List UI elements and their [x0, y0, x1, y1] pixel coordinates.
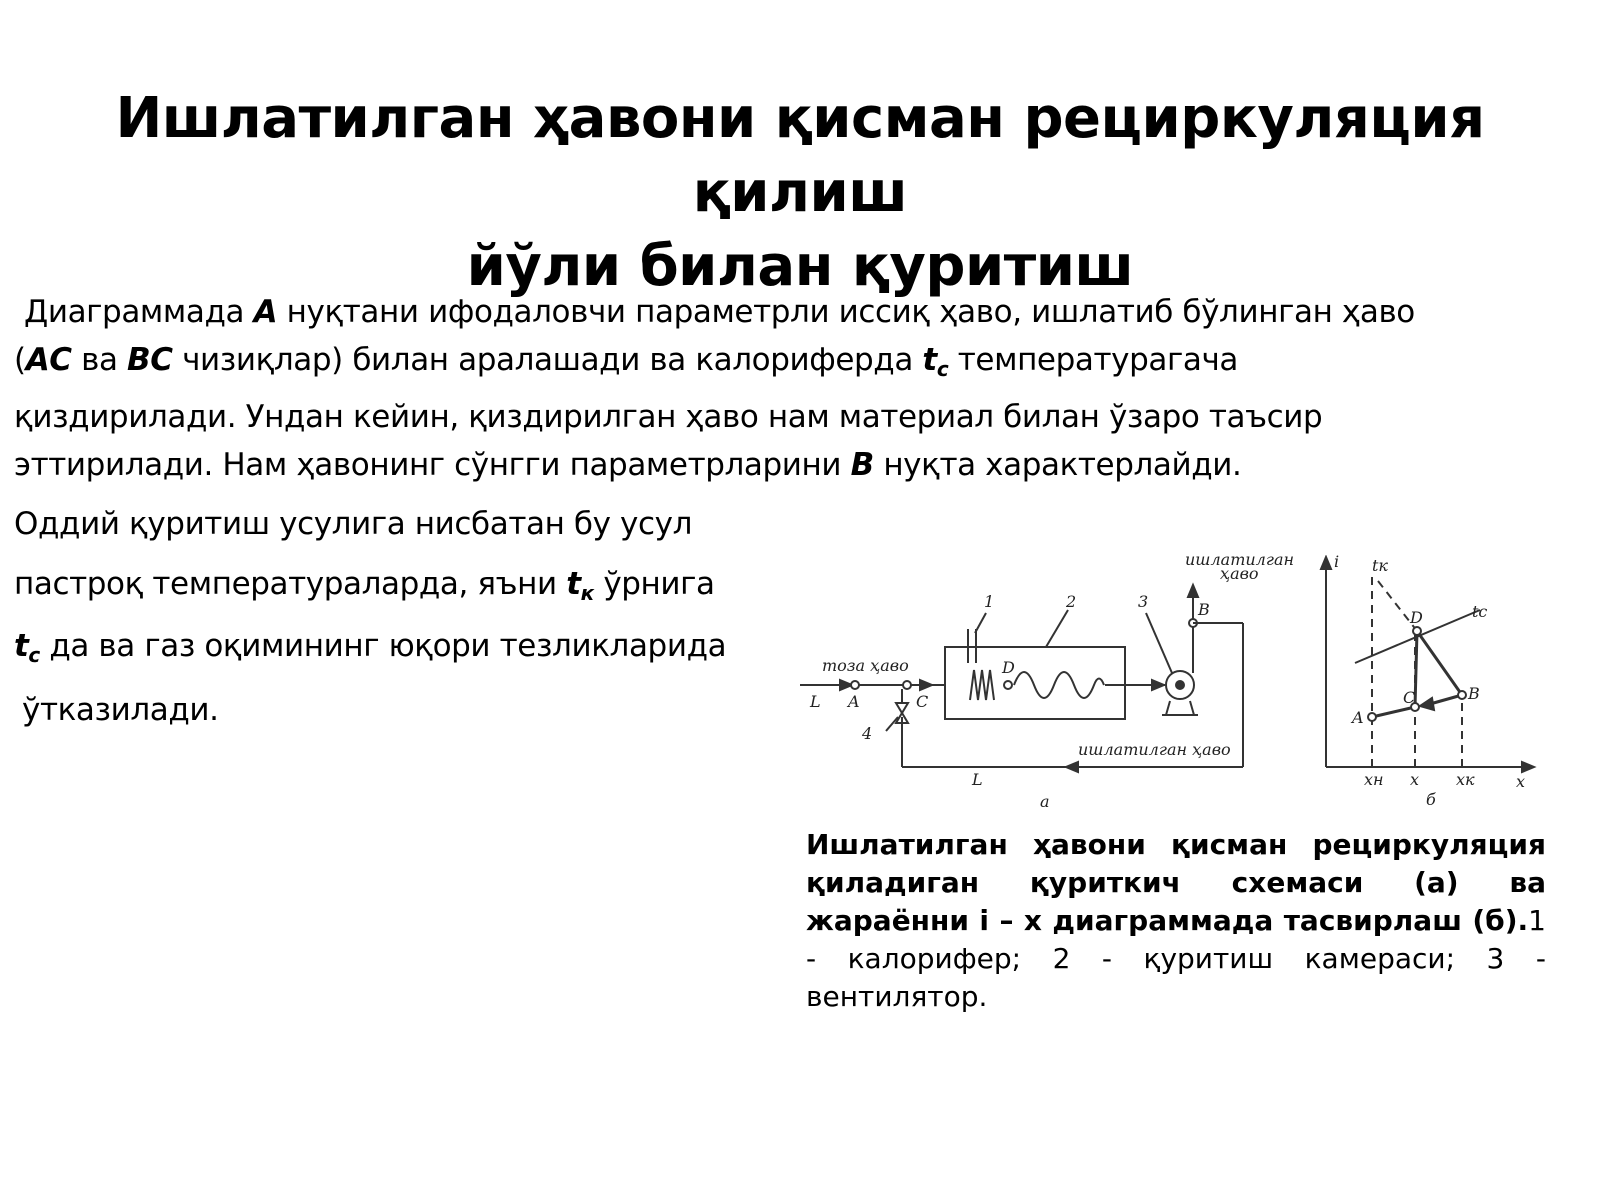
x-axis-arrow — [1522, 762, 1534, 772]
temperature-symbol: t — [14, 628, 29, 664]
tick-xk: xк — [1456, 770, 1475, 789]
line-bc-label: ВС — [127, 342, 173, 378]
caption-title: Ишлатилган ҳавони қисман рециркуляция қиладиган қуриткич схемаси (а) ва жараённи i – x диаграммада тасвирлаш (б). — [806, 828, 1546, 937]
temperature-symbol: t — [566, 566, 581, 602]
line-ac-label: АС — [25, 342, 72, 378]
leader-line-2 — [1046, 610, 1068, 647]
title-line-2: йўли билан қуритиш — [466, 234, 1134, 299]
i-axis-label: i — [1334, 555, 1340, 571]
diagram-d-text: D — [1410, 608, 1423, 627]
mix-arrow — [1420, 698, 1434, 710]
text-run: да ва газ оқимининг юқори тезликларида — [39, 628, 727, 664]
text-run: Диаграммада — [24, 294, 254, 330]
number-4: 4 — [862, 724, 873, 743]
diagram-point-a — [1368, 713, 1376, 721]
number-3: 3 — [1138, 592, 1149, 611]
paragraph2-line-3 — [14, 622, 794, 686]
flow-arrow — [920, 680, 932, 690]
calorifer-coil — [970, 670, 994, 700]
tick-x: x — [1410, 770, 1420, 789]
temperature-subscript: c — [936, 357, 949, 381]
text-run: пастроқ температураларда, яъни — [14, 566, 567, 602]
text-run: температурагача — [948, 342, 1238, 378]
text-run: нуқта характерлайди. — [873, 447, 1242, 483]
paragraph2-line-1: Оддий қуритиш усулига нисбатан бу усул — [14, 506, 692, 542]
exhaust-arrow — [1188, 585, 1198, 597]
fan-hub — [1176, 681, 1184, 689]
leader-line-1 — [975, 613, 986, 633]
temperature-symbol: t — [922, 342, 937, 378]
fan-leg — [1190, 701, 1194, 715]
text-run: ўрнига — [593, 566, 715, 602]
exhaust-label-bottom: ишлатилган ҳаво — [1078, 740, 1231, 759]
tick-xh: xн — [1364, 770, 1384, 789]
secondary-paragraph — [14, 500, 794, 746]
point-a-text: A — [848, 692, 860, 711]
text-run: нуқтани ифодаловчи параметрли иссиқ ҳаво, ишлатиб бўлинган ҳаво — [277, 294, 1415, 330]
mix-node — [903, 681, 911, 689]
title-line-1: Ишлатилган ҳавони қисман рециркуляция қилиш — [115, 86, 1485, 225]
point-d-text: D — [1002, 658, 1015, 677]
paragraph2-line-4: ўтказилади. — [22, 692, 219, 728]
number-2: 2 — [1066, 592, 1077, 611]
x-axis-label: x — [1516, 772, 1526, 791]
scheme-drawing — [800, 555, 1560, 825]
main-paragraph — [14, 288, 1514, 489]
paragraph-line-1 — [14, 288, 1514, 336]
diagram-point-d — [1413, 627, 1421, 635]
exhaust-label-top: ишлатилган — [1185, 555, 1295, 569]
slide-title — [80, 82, 1520, 304]
point-l-bottom: L — [972, 770, 983, 789]
point-b-text: B — [1198, 600, 1210, 619]
diagram-b-text: B — [1468, 684, 1480, 703]
wet-material-wave — [1014, 672, 1104, 698]
temperature-subscript: к — [580, 581, 594, 605]
paragraph-line-4 — [14, 441, 1514, 489]
diagram-c-text: C — [1403, 688, 1416, 707]
mixing-line-ac — [1372, 707, 1415, 717]
subfigure-a-label: а — [1040, 792, 1050, 811]
process-line-dc — [1415, 631, 1417, 707]
diagram-point-b — [1458, 691, 1466, 699]
fan-leg — [1166, 701, 1170, 715]
text-run: ва — [71, 342, 128, 378]
process-line-db — [1417, 631, 1462, 695]
point-d-node — [1004, 681, 1012, 689]
point-a-node — [851, 681, 859, 689]
paragraph-line-3: қиздирилади. Ундан кейин, қиздирилган ҳаво нам материал билан ўзаро таъсир — [14, 399, 1323, 435]
leader-line-3 — [1146, 613, 1172, 673]
flow-arrow — [1152, 680, 1164, 690]
point-c-text: C — [916, 692, 929, 711]
number-1: 1 — [984, 592, 995, 611]
text-run: эттирилади. Нам ҳавонинг сўнгги параметрларини — [14, 447, 851, 483]
figure-caption — [806, 826, 1546, 1016]
point-l-left: L — [810, 692, 821, 711]
flow-arrow — [1066, 762, 1078, 772]
paragraph-line-2 — [14, 336, 1514, 393]
subfigure-b-label: б — [1426, 790, 1436, 809]
exhaust-label-top-2: ҳаво — [1220, 564, 1259, 583]
diagram-a-text: A — [1352, 708, 1364, 727]
i-axis-arrow — [1321, 557, 1331, 569]
dryer-scheme-figure — [800, 555, 1560, 825]
text-run: ( — [14, 342, 26, 378]
fresh-air-label: тоза ҳаво — [822, 656, 909, 675]
temperature-subscript: c — [28, 643, 40, 667]
tc-label: tс — [1472, 602, 1488, 621]
caption-legend: 1 - калорифер; 2 - қуритиш камераси; 3 - вентилятор. — [806, 904, 1546, 1013]
text-run: чизиқлар) билан аралашади ва калориферда — [172, 342, 923, 378]
point-b-label: В — [850, 447, 874, 483]
tk-label: tк — [1372, 556, 1388, 575]
paragraph2-line-2 — [14, 560, 794, 622]
point-a-label: А — [253, 294, 278, 330]
